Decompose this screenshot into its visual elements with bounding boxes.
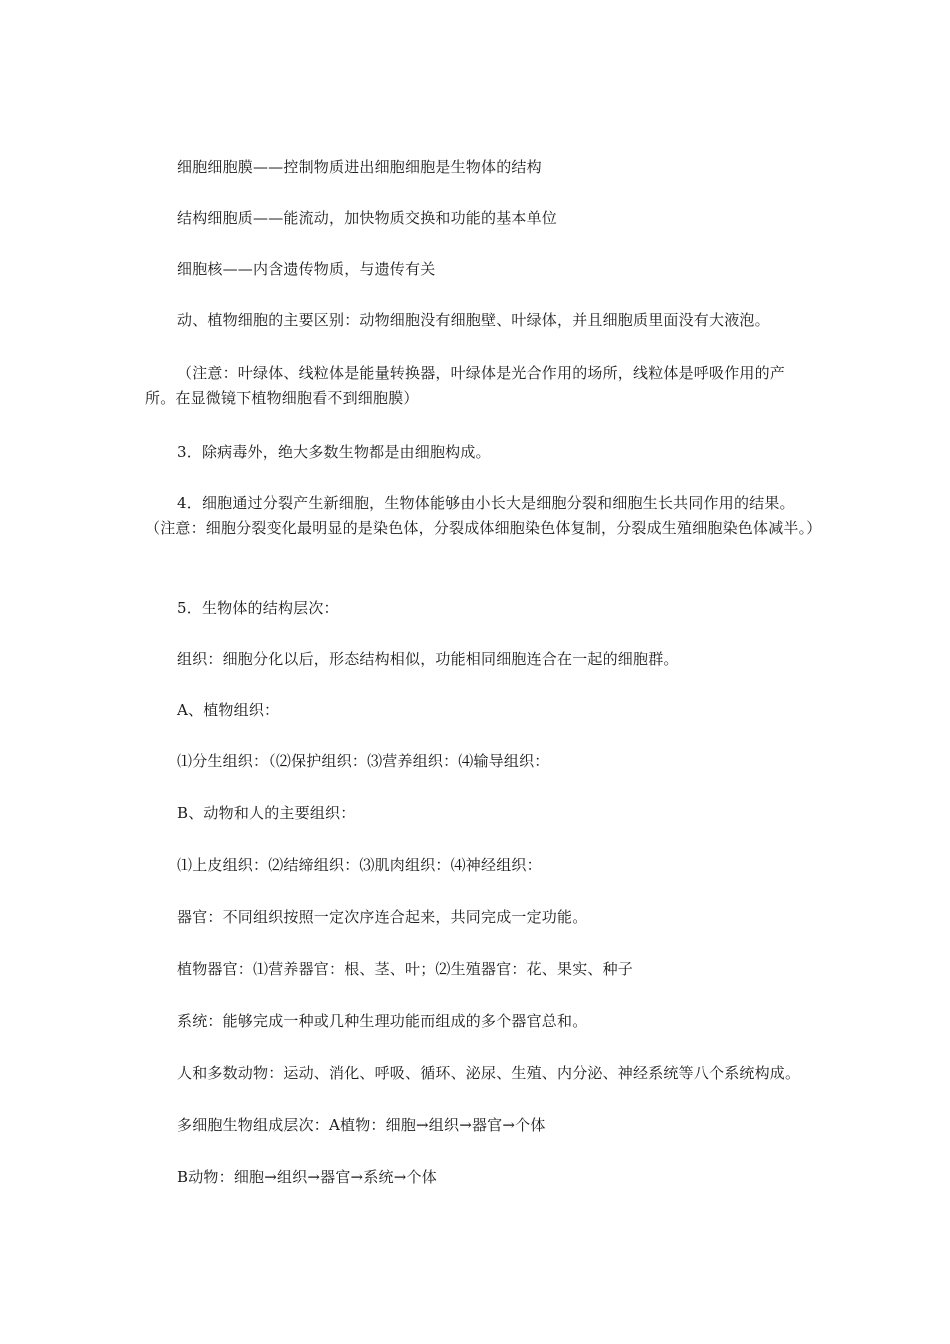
paragraph-human-systems: 人和多数动物：运动、消化、呼吸、循环、泌尿、生殖、内分泌、神经系统等八个系统构成。 [177,1064,801,1082]
paragraph-animal-plant-difference: 动、植物细胞的主要区别：动物细胞没有细胞壁、叶绿体，并且细胞质里面没有大液泡。 [177,311,770,329]
paragraph-cytoplasm: 结构细胞质——能流动，加快物质交换和功能的基本单位 [177,209,558,227]
paragraph-plant-organs: 植物器官：⑴营养器官：根、茎、叶；⑵生殖器官：花、果实、种子 [177,960,634,978]
paragraph-nucleus: 细胞核——内含遗传物质，与遗传有关 [177,260,436,278]
paragraph-point-4: 4．细胞通过分裂产生新细胞，生物体能够由小长大是细胞分裂和细胞生长共同作用的结果。（注意：细胞分裂变化最明显的是染色体，分裂成体细胞染色体复制，分裂成生殖细胞染色体减半。） [145,494,822,537]
paragraph-animal-tissue-heading: B、动物和人的主要组织： [177,804,356,822]
paragraph-plant-tissue-heading: A、植物组织： [177,701,280,719]
paragraph-system-definition: 系统：能够完成一种或几种生理功能而组成的多个器官总和。 [177,1012,588,1030]
paragraph-animal-tissue-list: ⑴上皮组织：⑵结缔组织：⑶肌肉组织：⑷神经组织： [177,856,542,874]
paragraph-note-organelles: （注意：叶绿体、线粒体是能量转换器，叶绿体是光合作用的场所，线粒体是呼吸作用的产所。在显微镜下植物细胞看不到细胞膜） [145,364,786,407]
paragraph-levels-animal: B动物：细胞→组织→器官→系统→个体 [177,1168,437,1186]
paragraph-levels-plant: 多细胞生物组成层次：A植物：细胞→组织→器官→个体 [177,1116,546,1134]
paragraph-cell-membrane: 细胞细胞膜——控制物质进出细胞细胞是生物体的结构 [177,158,542,176]
paragraph-point-5: 5．生物体的结构层次： [177,599,339,617]
paragraph-point-3: 3．除病毒外，绝大多数生物都是由细胞构成。 [177,443,491,461]
paragraph-plant-tissue-list: ⑴分生组织：（⑵保护组织：⑶营养组织：⑷输导组织： [177,752,550,770]
paragraph-organ-definition: 器官：不同组织按照一定次序连合起来，共同完成一定功能。 [177,908,588,926]
paragraph-tissue-definition: 组织：细胞分化以后，形态结构相似，功能相同细胞连合在一起的细胞群。 [177,650,679,668]
